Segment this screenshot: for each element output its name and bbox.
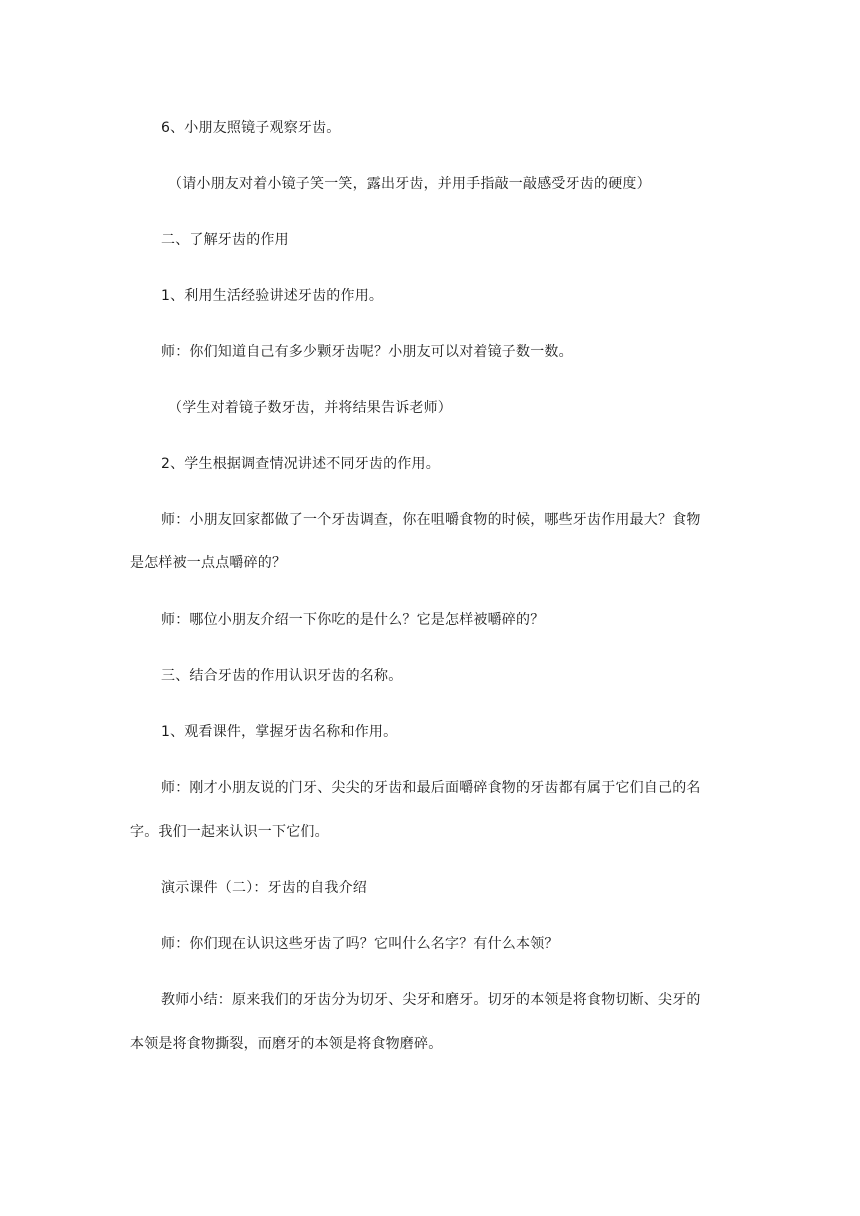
- paragraph-step-1b: 1、观看课件，掌握牙齿名称和作用。: [161, 724, 398, 740]
- section-heading-3: 三、结合牙齿的作用认识牙齿的名称。: [161, 668, 403, 684]
- section-heading-2: 二、了解牙齿的作用: [161, 232, 289, 248]
- paragraph-teacher-question-2-cont: 是怎样被一点点嚼碎的？: [130, 555, 287, 571]
- paragraph-summary: 教师小结：原来我们的牙齿分为切牙、尖牙和磨牙。切牙的本领是将食物切断、尖牙的: [161, 992, 701, 1008]
- paragraph-teacher-question-4: 师：你们现在认识这些牙齿了吗？它叫什么名字？有什么本领？: [161, 936, 559, 952]
- paragraph-note-count: （学生对着镜子数牙齿，并将结果告诉老师）: [168, 400, 452, 416]
- paragraph-teacher-statement-cont: 字。我们一起来认识一下它们。: [130, 824, 329, 840]
- paragraph-teacher-question-3: 师：哪位小朋友介绍一下你吃的是什么？它是怎样被嚼碎的？: [161, 612, 545, 628]
- paragraph-teacher-question-2: 师：小朋友回家都做了一个牙齿调查，你在咀嚼食物的时候，哪些牙齿作用最大？食物: [161, 512, 701, 528]
- paragraph-step-6: 6、小朋友照镜子观察牙齿。: [161, 120, 341, 136]
- paragraph-step-2: 2、学生根据调查情况讲述不同牙齿的作用。: [161, 456, 440, 472]
- paragraph-note-mirror: （请小朋友对着小镜子笑一笑，露出牙齿，并用手指敲一敲感受牙齿的硬度）: [168, 176, 651, 192]
- paragraph-courseware: 演示课件（二）：牙齿的自我介绍: [161, 880, 367, 896]
- paragraph-summary-cont: 本领是将食物撕裂，而磨牙的本领是将食物磨碎。: [130, 1036, 443, 1052]
- paragraph-teacher-question-1: 师：你们知道自己有多少颗牙齿呢？小朋友可以对着镜子数一数。: [161, 344, 573, 360]
- paragraph-step-1: 1、利用生活经验讲述牙齿的作用。: [161, 288, 384, 304]
- paragraph-teacher-statement: 师：刚才小朋友说的门牙、尖尖的牙齿和最后面嚼碎食物的牙齿都有属于它们自己的名: [161, 780, 701, 796]
